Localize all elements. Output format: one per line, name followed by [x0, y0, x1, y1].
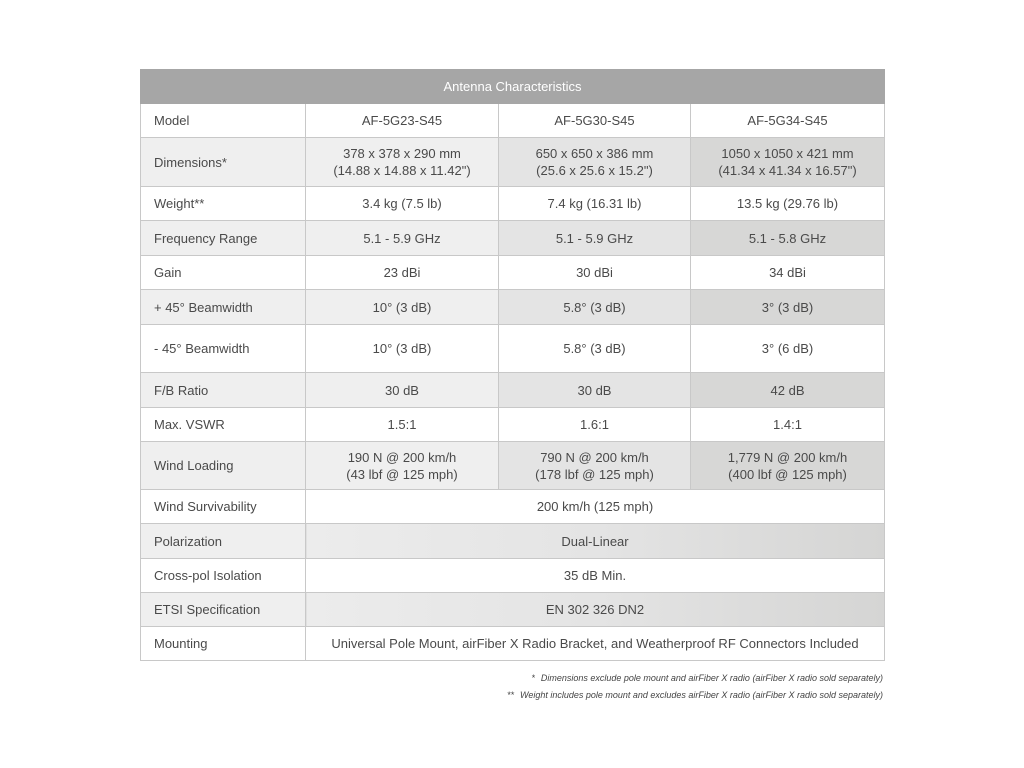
cell-line: (178 lbf @ 125 mph) — [535, 466, 654, 482]
row-label: Max. VSWR — [141, 408, 306, 442]
row-label: Polarization — [141, 524, 306, 559]
cell-value: 5.1 - 5.9 GHz — [306, 221, 499, 256]
cell-value — [306, 138, 499, 187]
cell-line: (43 lbf @ 125 mph) — [346, 466, 458, 482]
row-label: ETSI Specification — [141, 593, 306, 627]
cell-value — [691, 442, 885, 490]
row-label: Cross-pol Isolation — [141, 559, 306, 593]
cell-value: AF-5G30-S45 — [499, 104, 691, 138]
table-row — [141, 627, 885, 661]
cell-value: 30 dB — [306, 373, 499, 408]
cell-value — [499, 442, 691, 490]
table-row — [141, 373, 885, 408]
cell-value: 34 dBi — [691, 256, 885, 290]
merged-cell-value: Dual-Linear — [306, 524, 885, 559]
cell-line: (25.6 x 25.6 x 15.2") — [536, 163, 653, 178]
row-label: Dimensions* — [141, 138, 306, 187]
cell-value: 3° (6 dB) — [691, 325, 885, 373]
row-label: Gain — [141, 256, 306, 290]
cell-value: 5.1 - 5.8 GHz — [691, 221, 885, 256]
row-label: Mounting — [141, 627, 306, 661]
cell-value: 30 dB — [499, 373, 691, 408]
table-row — [141, 325, 885, 373]
merged-cell-value: EN 302 326 DN2 — [306, 593, 885, 627]
cell-value: AF-5G34-S45 — [691, 104, 885, 138]
cell-value: 10° (3 dB) — [306, 325, 499, 373]
table-row — [141, 104, 885, 138]
cell-value: 7.4 kg (16.31 lb) — [499, 187, 691, 221]
footnote-text: Weight includes pole mount and excludes airFiber X radio (airFiber X radio sold separately) — [519, 690, 883, 700]
table-row — [141, 138, 885, 187]
cell-value: 23 dBi — [306, 256, 499, 290]
antenna-characteristics-table — [140, 69, 885, 661]
table-row — [141, 524, 885, 559]
table-row — [141, 442, 885, 490]
table-row — [141, 593, 885, 627]
cell-value — [499, 138, 691, 187]
cell-value — [306, 442, 499, 490]
table-row — [141, 559, 885, 593]
row-label: Wind Survivability — [141, 490, 306, 524]
cell-value: 1.4:1 — [691, 408, 885, 442]
row-label: F/B Ratio — [141, 373, 306, 408]
row-label: + 45° Beamwidth — [141, 290, 306, 325]
cell-value: 13.5 kg (29.76 lb) — [691, 187, 885, 221]
cell-value — [691, 138, 885, 187]
footnote-mark: ** — [506, 690, 514, 700]
cell-line: 378 x 378 x 290 mm — [343, 146, 461, 161]
row-label: Model — [141, 104, 306, 138]
cell-value: 5.8° (3 dB) — [499, 290, 691, 325]
cell-line: 1,779 N @ 200 km/h — [727, 449, 848, 465]
cell-value: 5.8° (3 dB) — [499, 325, 691, 373]
table-row — [141, 290, 885, 325]
table-row — [141, 490, 885, 524]
table-row — [141, 256, 885, 290]
cell-line: 650 x 650 x 386 mm — [535, 146, 654, 161]
cell-line: 1050 x 1050 x 421 mm — [721, 146, 854, 161]
row-label: - 45° Beamwidth — [141, 325, 306, 373]
footnote-weight — [507, 687, 883, 704]
row-label: Frequency Range — [141, 221, 306, 256]
footnotes — [507, 670, 883, 704]
row-label: Wind Loading — [141, 442, 306, 490]
cell-value: 5.1 - 5.9 GHz — [499, 221, 691, 256]
cell-line: 190 N @ 200 km/h — [347, 449, 457, 465]
footnote-mark: * — [531, 673, 535, 683]
cell-value: 30 dBi — [499, 256, 691, 290]
merged-cell-value: 35 dB Min. — [306, 559, 885, 593]
cell-line: (41.34 x 41.34 x 16.57") — [718, 163, 857, 178]
cell-value: 10° (3 dB) — [306, 290, 499, 325]
cell-value: 3.4 kg (7.5 lb) — [306, 187, 499, 221]
cell-value: 1.6:1 — [499, 408, 691, 442]
table-row — [141, 408, 885, 442]
merged-cell-value: 200 km/h (125 mph) — [306, 490, 885, 524]
row-label: Weight** — [141, 187, 306, 221]
cell-line: 790 N @ 200 km/h — [540, 449, 649, 465]
cell-value: 1.5:1 — [306, 408, 499, 442]
footnote-text: Dimensions exclude pole mount and airFiber X radio (airFiber X radio sold separately) — [540, 673, 883, 683]
table-row — [141, 221, 885, 256]
cell-value: 3° (3 dB) — [691, 290, 885, 325]
table-row — [141, 187, 885, 221]
merged-cell-value: Universal Pole Mount, airFiber X Radio Bracket, and Weatherproof RF Connectors Included — [306, 627, 885, 661]
cell-value: 42 dB — [691, 373, 885, 408]
cell-line: (14.88 x 14.88 x 11.42") — [333, 163, 471, 178]
cell-value: AF-5G23-S45 — [306, 104, 499, 138]
footnote-dimensions — [507, 670, 883, 687]
table-title: Antenna Characteristics — [141, 70, 885, 104]
cell-line: (400 lbf @ 125 mph) — [728, 466, 847, 482]
